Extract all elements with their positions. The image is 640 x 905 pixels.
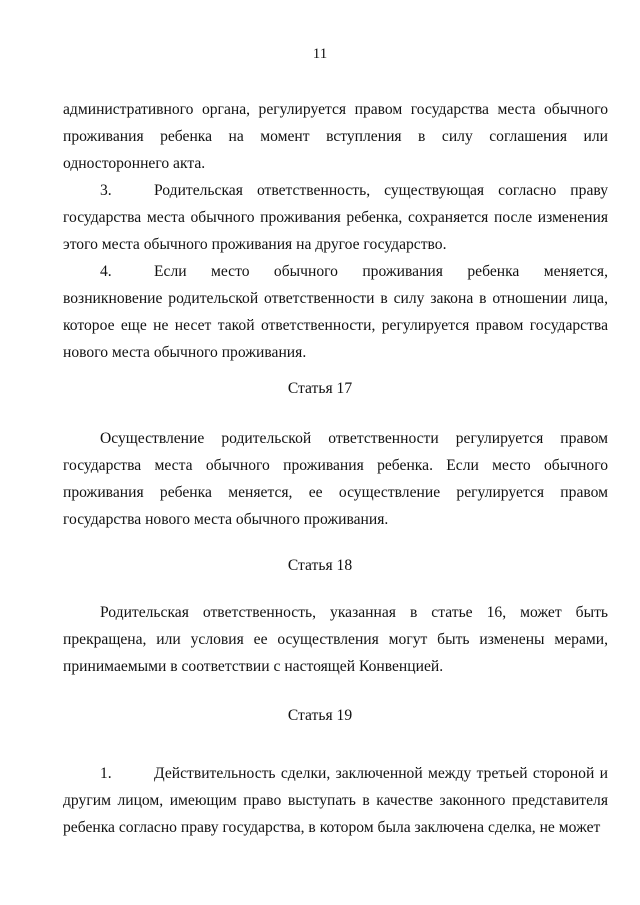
article19-heading: Статья 19 bbox=[287, 707, 353, 724]
paragraph-text: Родительская ответственность, существующая согласно праву государства места обычного проживания ребенка, сохраняется после изменения этого места обычного проживания на другое государство. bbox=[63, 182, 608, 253]
article17-heading: Статья 17 bbox=[287, 380, 353, 397]
paragraph-3 bbox=[63, 177, 608, 258]
paragraph-continuation: административного органа, регулируется правом государства места обычного проживания ребенка на момент вступления в силу соглашения или одностороннего акта. bbox=[63, 101, 608, 172]
article17-text: Осуществление родительской ответственности регулируется правом государства места обычного проживания ребенка. Если место обычного проживания ребенка меняется, ее осуществление регулируется правом государства нового места обычного проживания. bbox=[63, 430, 608, 528]
article18-heading: Статья 18 bbox=[287, 557, 353, 574]
article17-body bbox=[63, 425, 608, 533]
paragraph-number: 1. bbox=[100, 765, 112, 782]
paragraph-number: 3. bbox=[100, 182, 112, 199]
page-number: 11 bbox=[312, 46, 328, 62]
article18-body bbox=[63, 599, 608, 680]
paragraph-text: Если место обычного проживания ребенка меняется, возникновение родительской ответственности в силу закона в отношении лица, которое еще не несет такой ответственности, регулируется правом государства нового места обычного проживания. bbox=[63, 263, 608, 361]
paragraph-text: Действительность сделки, заключенной между третьей стороной и другим лицом, имеющим право выступать в качестве законного представителя ребенка согласно праву государства, в котором была заключена сделка, не может bbox=[63, 765, 608, 836]
paragraph-4 bbox=[63, 258, 608, 366]
article19-body bbox=[63, 760, 608, 841]
paragraph-number: 4. bbox=[100, 263, 112, 280]
article19-paragraph-1 bbox=[63, 760, 608, 841]
article18-text: Родительская ответственность, указанная в статье 16, может быть прекращена, или условия ее осуществления могут быть изменены мерами, принимаемыми в соответствии с настоящей Конвенцией. bbox=[63, 604, 608, 675]
article16-continuation bbox=[63, 96, 608, 366]
